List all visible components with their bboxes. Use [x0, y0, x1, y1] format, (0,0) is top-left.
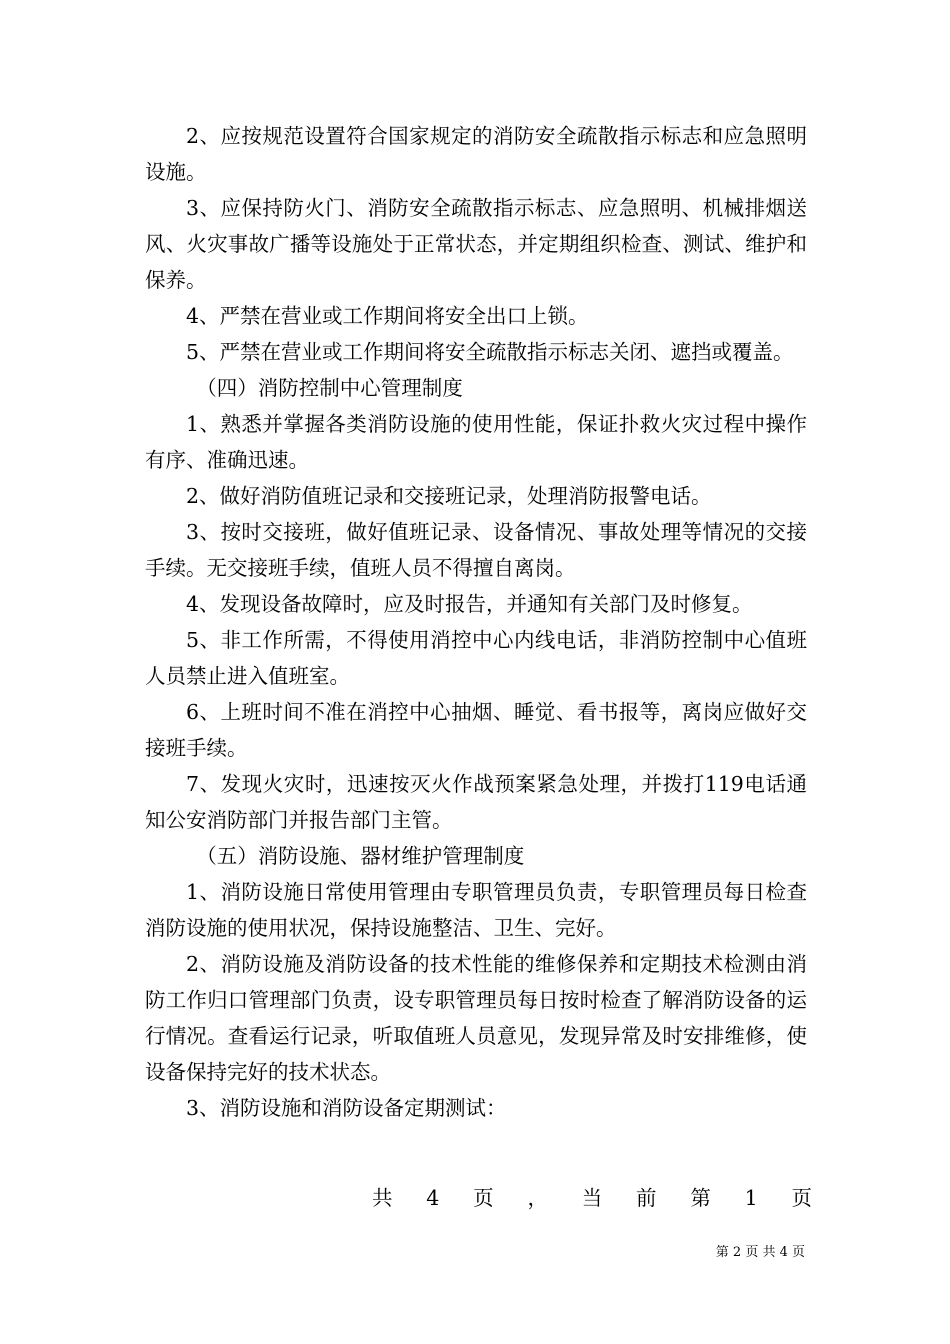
paragraph: 4、发现设备故障时，应及时报告，并通知有关部门及时修复。	[186, 592, 753, 616]
page-count-token: 4	[426, 1186, 440, 1210]
paragraph: 2、消防设施及消防设备的技术性能的维修保养和定期技术检测由消防工作归口管理部门负责，设专职管理员每日按时检查了解消防设备的运行情况。查看运行记录，听取值班人员意见，发现异常及时安排维修，使设备保持完好的技术状态。	[145, 952, 807, 1084]
paragraph: 7、发现火灾时，迅速按灭火作战预案紧急处理，并拨打119电话通知公安消防部门并报告部门主管。	[145, 772, 807, 832]
paragraph: 3、按时交接班，做好值班记录、设备情况、事故处理等情况的交接手续。无交接班手续，值班人员不得擅自离岗。	[145, 520, 807, 580]
page-count-token: 当	[581, 1186, 603, 1210]
paragraph: 1、消防设施日常使用管理由专职管理员负责，专职管理员每日检查消防设施的使用状况，保持设施整洁、卫生、完好。	[145, 880, 807, 940]
page-count-token: 前	[636, 1186, 657, 1210]
page-count-token: 页	[791, 1186, 812, 1210]
page-footer: 第 2 页 共 4 页	[715, 1245, 805, 1260]
paragraph: 2、做好消防值班记录和交接班记录，处理消防报警电话。	[186, 484, 712, 508]
page-count-token: 页	[473, 1186, 494, 1210]
page-count-line	[372, 1180, 812, 1216]
paragraph: 6、上班时间不准在消控中心抽烟、睡觉、看书报等，离岗应做好交接班手续。	[145, 700, 807, 760]
page-count-token: 1	[744, 1186, 758, 1210]
page-count-token: 第	[690, 1186, 711, 1210]
paragraph: 1、熟悉并掌握各类消防设施的使用性能，保证扑救火灾过程中操作有序、准确迅速。	[145, 412, 807, 472]
paragraph: 2、应按规范设置符合国家规定的消防安全疏散指示标志和应急照明设施。	[145, 124, 807, 184]
paragraph: 4、严禁在营业或工作期间将安全出口上锁。	[186, 304, 589, 328]
paragraph: 5、严禁在营业或工作期间将安全疏散指示标志关闭、遮挡或覆盖。	[186, 340, 794, 364]
paragraph: 3、应保持防火门、消防安全疏散指示标志、应急照明、机械排烟送风、火灾事故广播等设施处于正常状态，并定期组织检查、测试、维护和保养。	[145, 196, 807, 292]
page-count-token: ，	[527, 1186, 548, 1210]
paragraph: 3、消防设施和消防设备定期测试：	[186, 1096, 507, 1120]
paragraph: 5、非工作所需，不得使用消控中心内线电话，非消防控制中心值班人员禁止进入值班室。	[145, 628, 807, 688]
section-heading: （五）消防设施、器材维护管理制度	[196, 844, 525, 868]
page-count-token: 共	[372, 1186, 393, 1210]
document-body	[145, 118, 807, 1126]
section-heading: （四）消防控制中心管理制度	[196, 376, 463, 400]
